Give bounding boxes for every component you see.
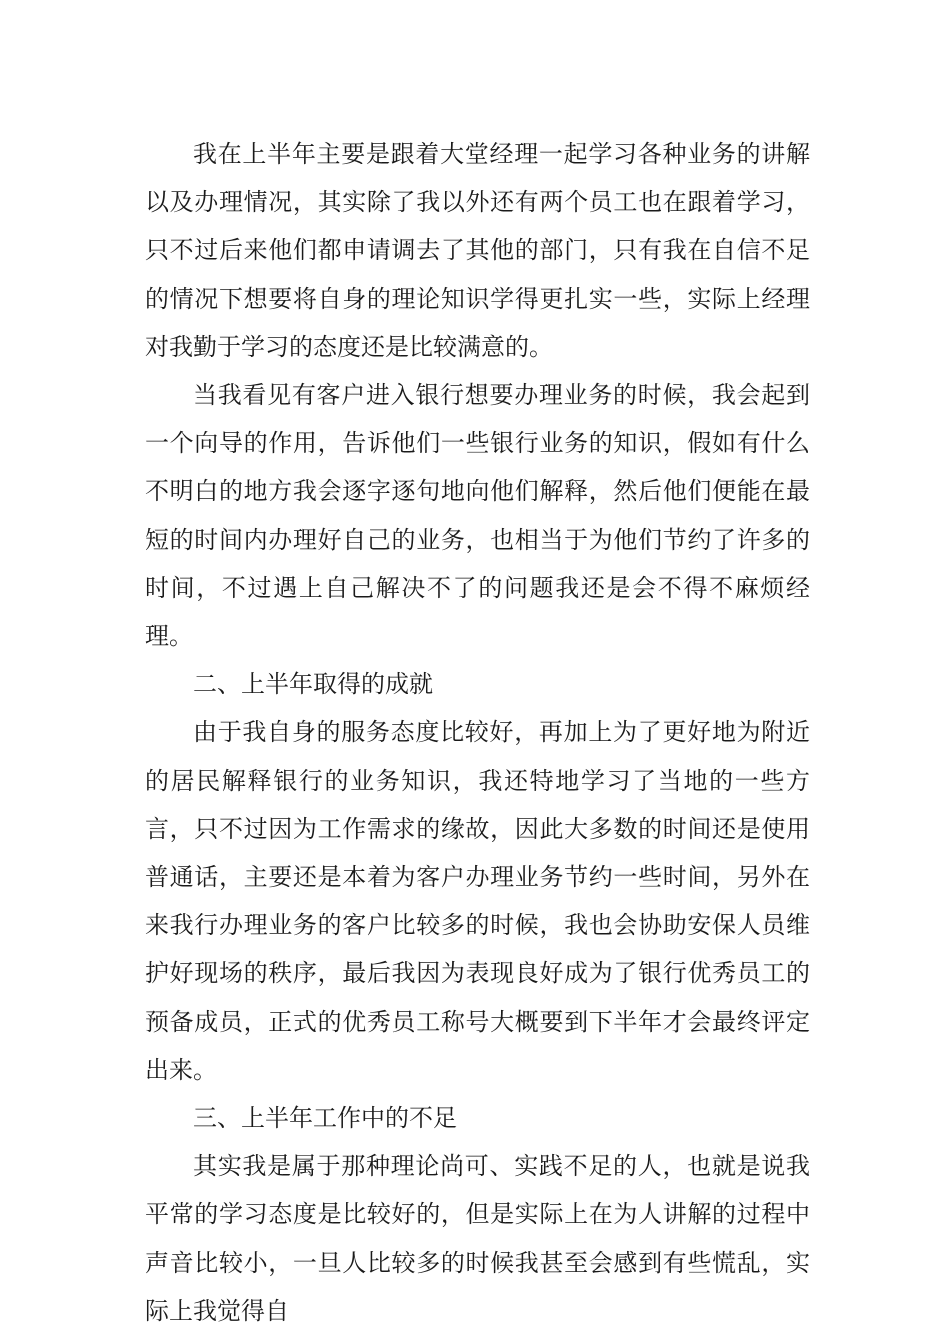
- paragraph-study-with-manager: 我在上半年主要是跟着大堂经理一起学习各种业务的讲解以及办理情况，其实除了我以外还有两个员工也在跟着学习，只不过后来他们都申请调去了其他的部门，只有我在自信不足的情况下想要将自身的理论知识学得更扎实一些，实际上经理对我勤于学习的态度还是比较满意的。: [145, 140, 810, 361]
- document-body: [145, 130, 810, 1335]
- section-heading-achievements: 二、上半年取得的成就: [193, 670, 433, 699]
- paragraph-shortcomings: 其实我是属于那种理论尚可、实践不足的人，也就是说我平常的学习态度是比较好的，但是实际上在为人讲解的过程中声音比较小，一旦人比较多的时候我甚至会感到有些慌乱，实际上我觉得自: [145, 1152, 810, 1325]
- paragraph-achievements: 由于我自身的服务态度比较好，再加上为了更好地为附近的居民解释银行的业务知识，我还特地学习了当地的一些方言，只不过因为工作需求的缘故，因此大多数的时间还是使用普通话，主要还是本着为客户办理业务节约一些时间，另外在来我行办理业务的客户比较多的时候，我也会协助安保人员维护好现场的秩序，最后我因为表现良好成为了银行优秀员工的预备成员，正式的优秀员工称号大概要到下半年才会最终评定出来。: [145, 718, 810, 1084]
- section-heading-shortcomings: 三、上半年工作中的不足: [193, 1104, 457, 1133]
- paragraph-guiding-customers: 当我看见有客户进入银行想要办理业务的时候，我会起到一个向导的作用，告诉他们一些银行业务的知识，假如有什么不明白的地方我会逐字逐句地向他们解释，然后他们便能在最短的时间内办理好自己的业务，也相当于为他们节约了许多的时间，不过遇上自己解决不了的问题我还是会不得不麻烦经理。: [145, 381, 810, 651]
